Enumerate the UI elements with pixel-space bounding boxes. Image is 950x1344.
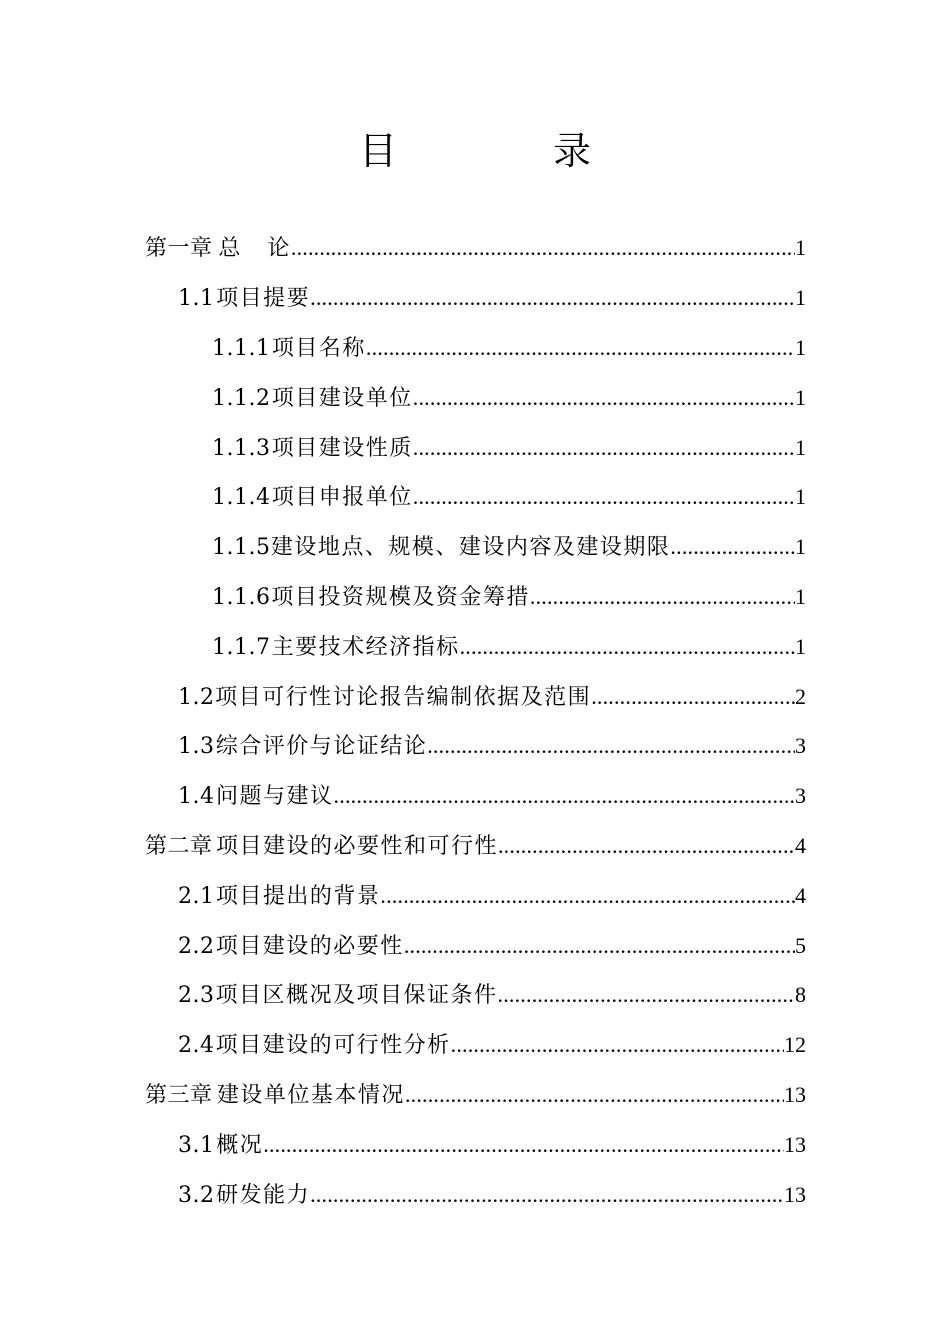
toc-entry-row (212, 532, 950, 563)
toc-section-entry[interactable] (0, 971, 950, 1021)
toc-entry-label: 项目建设的必要性 (215, 933, 404, 959)
toc-entry-number: 第一章 (145, 236, 213, 262)
toc-entry-number: 2.1 (178, 883, 215, 909)
toc-dot-leader (263, 1130, 784, 1160)
toc-page-number: 1 (795, 484, 806, 510)
toc-dot-leader (405, 1080, 784, 1110)
toc-entry-number: 3.1 (178, 1132, 215, 1158)
toc-entry-number: 第二章 (145, 833, 213, 859)
toc-page-number: 1 (795, 434, 806, 460)
toc-section-entry[interactable] (0, 373, 950, 423)
toc-page-number: 1 (795, 534, 806, 560)
toc-entry-number: 1.2 (178, 684, 215, 710)
toc-entry-number: 1.3 (178, 734, 215, 760)
toc-entry-label: 总 论 (218, 236, 291, 262)
toc-page-number: 4 (795, 832, 806, 858)
toc-page-number: 12 (784, 1032, 806, 1058)
toc-entry-row (178, 931, 950, 962)
toc-page-number: 1 (795, 583, 806, 609)
toc-entry-label: 项目建设的可行性分析 (215, 1033, 451, 1059)
toc-section-entry[interactable] (0, 722, 950, 772)
toc-dot-leader (366, 333, 795, 363)
toc-entry-number: 2.2 (178, 933, 215, 959)
toc-section-entry[interactable] (0, 573, 950, 623)
toc-entry-label: 项目投资规模及资金筹措 (271, 584, 530, 610)
toc-dot-leader (404, 931, 795, 961)
toc-entry-number: 1.4 (178, 784, 215, 810)
toc-page-number: 1 (795, 384, 806, 410)
toc-dot-leader (451, 1030, 784, 1060)
toc-entry-label: 项目提要 (216, 286, 311, 312)
toc-page-number: 2 (795, 683, 806, 709)
toc-page-number: 8 (795, 982, 806, 1008)
toc-entry-row (212, 433, 950, 464)
toc-entry-label: 概况 (216, 1132, 264, 1158)
toc-chapter-entry[interactable] (0, 822, 950, 872)
toc-entry-label: 项目名称 (271, 335, 366, 361)
toc-dot-leader (291, 233, 795, 263)
toc-dot-leader (413, 433, 795, 463)
toc-entry-label: 项目建设性质 (271, 435, 413, 461)
toc-entry-label: 项目区概况及项目保证条件 (215, 983, 498, 1009)
toc-entry-row (212, 333, 950, 364)
toc-entry-label: 综合评价与论证结论 (215, 734, 428, 760)
toc-dot-leader (380, 881, 795, 911)
toc-entry-number: 1.1.4 (212, 485, 271, 511)
toc-section-entry[interactable] (0, 473, 950, 523)
toc-entry-row (145, 831, 950, 862)
toc-section-entry[interactable] (0, 1021, 950, 1071)
toc-entry-label: 项目申报单位 (271, 485, 413, 511)
toc-entry-row (178, 731, 950, 762)
toc-entry-row (178, 980, 950, 1011)
toc-dot-leader (530, 582, 795, 612)
toc-entry-number: 2.3 (178, 983, 215, 1009)
toc-dot-leader (670, 532, 795, 562)
toc-entry-row (178, 1180, 950, 1211)
toc-section-entry[interactable] (0, 523, 950, 573)
toc-entry-row (212, 482, 950, 513)
toc-entry-label: 项目提出的背景 (215, 883, 381, 909)
toc-entry-row (178, 881, 950, 912)
table-of-contents (0, 224, 950, 1220)
toc-entry-row (212, 383, 950, 414)
toc-entry-row (212, 582, 950, 613)
toc-entry-row (145, 1080, 950, 1111)
toc-section-entry[interactable] (0, 324, 950, 374)
toc-dot-leader (498, 980, 796, 1010)
toc-dot-leader (460, 632, 795, 662)
toc-entry-row (212, 632, 950, 663)
toc-entry-label: 建设单位基本情况 (216, 1082, 405, 1108)
toc-dot-leader (498, 831, 795, 861)
toc-entry-row (178, 1130, 950, 1161)
toc-entry-label: 项目可行性讨论报告编制依据及范围 (215, 684, 592, 710)
toc-entry-number: 3.2 (178, 1182, 215, 1208)
toc-entry-number: 1.1 (178, 286, 215, 312)
toc-page-number: 1 (795, 235, 806, 261)
toc-section-entry[interactable] (0, 1170, 950, 1220)
toc-page-number: 5 (795, 932, 806, 958)
toc-entry-row (178, 682, 950, 713)
toc-page-number: 13 (784, 1131, 806, 1157)
toc-entry-row (178, 781, 950, 812)
toc-entry-number: 1.1.6 (212, 584, 271, 610)
toc-entry-label: 建设地点、规模、建设内容及建设期限 (270, 535, 671, 561)
toc-section-entry[interactable] (0, 423, 950, 473)
toc-section-entry[interactable] (0, 921, 950, 971)
toc-entry-number: 1.1.7 (212, 634, 271, 660)
toc-entry-label: 主要技术经济指标 (271, 634, 460, 660)
toc-page-number: 1 (795, 633, 806, 659)
toc-page-number: 1 (795, 285, 806, 311)
toc-page-number: 4 (795, 882, 806, 908)
toc-page-number: 13 (784, 1081, 806, 1107)
toc-entry-row (178, 283, 950, 314)
toc-dot-leader (413, 383, 795, 413)
toc-section-entry[interactable] (0, 622, 950, 672)
toc-entry-row (145, 233, 950, 264)
toc-chapter-entry[interactable] (0, 224, 950, 274)
toc-section-entry[interactable] (0, 672, 950, 722)
toc-entry-label: 研发能力 (216, 1182, 311, 1208)
toc-entry-number: 1.1.2 (212, 385, 271, 411)
toc-entry-number: 第三章 (145, 1082, 213, 1108)
toc-dot-leader (427, 731, 795, 761)
toc-section-entry[interactable] (0, 871, 950, 921)
toc-dot-leader (591, 682, 795, 712)
toc-dot-leader (310, 283, 795, 313)
toc-section-entry[interactable] (0, 1120, 950, 1170)
toc-page-number: 1 (795, 334, 806, 360)
toc-entry-number: 2.4 (178, 1033, 215, 1059)
toc-entry-label: 项目建设单位 (271, 385, 413, 411)
toc-section-entry[interactable] (0, 274, 950, 324)
toc-page-number: 13 (784, 1181, 806, 1207)
toc-dot-leader (413, 482, 795, 512)
toc-dot-leader (334, 781, 795, 811)
toc-entry-row (178, 1030, 950, 1061)
toc-entry-label: 问题与建议 (216, 784, 334, 810)
toc-entry-number: 1.1.3 (212, 435, 271, 461)
toc-dot-leader (310, 1180, 784, 1210)
page-title: 目 录 (358, 129, 664, 173)
toc-entry-label: 项目建设的必要性和可行性 (215, 833, 498, 859)
toc-section-entry[interactable] (0, 772, 950, 822)
toc-entry-number: 1.1.1 (212, 335, 271, 361)
toc-page-number: 3 (795, 733, 806, 759)
toc-page-number: 3 (795, 783, 806, 809)
toc-chapter-entry[interactable] (0, 1071, 950, 1121)
toc-entry-number: 1.1.5 (212, 535, 271, 561)
